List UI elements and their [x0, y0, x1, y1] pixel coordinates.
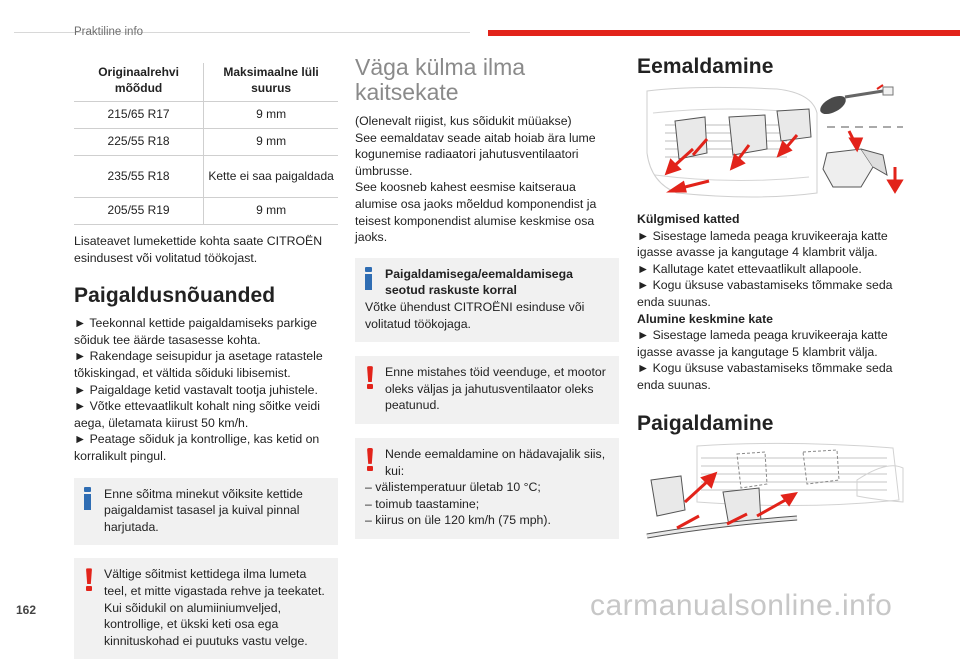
intro-text: (Olenevalt riigist, kus sõidukit müüakse) [355, 114, 572, 128]
table-cell: 235/55 R18 [74, 156, 204, 198]
intro-text: See eemaldatav seade aitab hoiab ära lume kogunemise radiaatori jahutusventilaatori ümbrusse. [355, 130, 596, 178]
warning-text: Enne mistahes töid veenduge, et mootor oleks väljas ja jahutusventilaator oleks peatunud. [385, 365, 606, 413]
step-text: ► Teekonnal kettide paigaldamiseks parkige sõiduk tee äärde tasasesse kohta. [74, 316, 317, 347]
warning-box [355, 356, 619, 424]
intro-text: See koosneb kahest eesmise kaitseraua alumise osa jaoks mõeldud komponendist ja teisest komponendist alumise keskmise osa jaoks. [355, 180, 597, 245]
table-cell: 9 mm [204, 129, 338, 156]
warning-text: Nende eemaldamine on hädavajalik siis, kui: [385, 446, 606, 478]
step-text: ► Rakendage seisupidur ja asetage ratastele tõkiskingad, et vältida sõiduki libisemist. [74, 349, 323, 380]
page-header [0, 18, 960, 38]
table-header-row [74, 63, 338, 102]
table-footnote: Lisateavet lumekettide kohta saate CITROËN esindusest või volitatud töökojast. [74, 234, 323, 265]
step-text: ► Võtke ettevaatlikult kohalt ning sõitke veidi aega, ületamata kiirust 50 km/h. [74, 399, 320, 430]
step-text: ► Peatage sõiduk ja kontrollige, kas ketid on korralikult pingul. [74, 432, 320, 463]
step-text: ► Kogu üksuse vabastamiseks tõmmake seda enda suunas. [637, 361, 893, 392]
table-header-cell: Maksimaalne lüli suurus [204, 63, 338, 102]
installation-steps [74, 315, 338, 464]
info-text: Enne sõitma minekut võiksite kettide paigaldamist tasasel ja kuival pinnal harjutada. [104, 486, 303, 534]
table-row [74, 102, 338, 129]
info-icon [365, 267, 372, 290]
table-cell: 205/55 R19 [74, 198, 204, 225]
watermark-text: carmanualsonline.info [590, 589, 893, 622]
table-row [74, 198, 338, 225]
warning-box [74, 558, 338, 659]
table-row [74, 156, 338, 198]
heading-installation: Paigaldamine [637, 411, 774, 435]
warning-icon [86, 568, 92, 591]
table-row [74, 129, 338, 156]
info-icon [84, 487, 91, 510]
subheading-center-cover: Alumine keskmine kate [637, 311, 774, 326]
warning-box [355, 438, 619, 539]
warning-icon [367, 366, 373, 389]
table-cell: 9 mm [204, 102, 338, 129]
step-text: ► Kallutage katet ettevaatlikult allapoole. [637, 261, 862, 276]
step-text: ► Kogu üksuse vabastamiseks tõmmake seda enda suunas. [637, 278, 893, 309]
info-box [355, 258, 619, 342]
section-title: Praktiline info [74, 26, 144, 38]
table-header-cell: Originaalrehvi mõõdud [74, 63, 204, 102]
list-item: – kiirus on üle 120 km/h (75 mph). [365, 513, 551, 528]
tire-chain-table [74, 63, 338, 225]
column-middle [355, 52, 619, 539]
installation-illustration [637, 440, 903, 550]
table-cell: 9 mm [204, 198, 338, 225]
info-title: Paigaldamisega/eemaldamisega seotud raskuste korral [385, 266, 573, 298]
info-box [74, 478, 338, 546]
list-item: – toimub taastamine; [365, 496, 480, 511]
heading-removal: Eemaldamine [637, 55, 774, 78]
table-cell: Kette ei saa paigaldada [204, 156, 338, 198]
table-cell: 215/65 R17 [74, 102, 204, 129]
table-cell: 225/55 R18 [74, 129, 204, 156]
removal-illustration [637, 83, 903, 203]
step-text: ► Paigaldage ketid vastavalt tootja juhistele. [74, 382, 318, 397]
column-right [637, 52, 903, 550]
info-text: Võtke ühendust CITROËNI esinduse või volitatud töökojaga. [365, 299, 585, 331]
header-accent-bar [488, 30, 960, 36]
heading-installation-tips: Paigaldusnõuanded [74, 284, 276, 308]
subheading-side-covers: Külgmised katted [637, 212, 740, 226]
page-number: 162 [16, 603, 37, 617]
warning-text: Vältige sõitmist kettidega ilma lumeta teel, et mitte vigastada rehve ja teekatet. Kui sõidukil on alumiiniumveljed, kontrollige, et ükski keti osa ega kinnituskohad ei puutuks vastu velge. [104, 567, 325, 648]
step-text: ► Sisestage lameda peaga kruvikeeraja katte igasse avasse ja kangutage 4 klambrit välja. [637, 228, 888, 260]
column-left [74, 52, 338, 659]
list-item: – välistemperatuur ületab 10 °C; [365, 480, 541, 495]
step-text: ► Sisestage lameda peaga kruvikeeraja katte igasse avasse ja kangutage 5 klambrit välja. [637, 328, 888, 359]
heading-cold-weather-screen: Väga külma ilma kaitsekate [355, 54, 526, 105]
warning-icon [367, 448, 373, 471]
